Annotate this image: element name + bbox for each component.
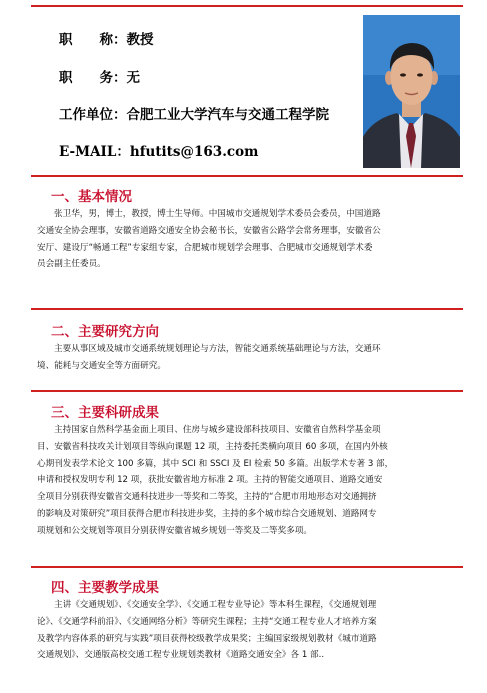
text-line: 交通规划》、交通版高校交通工程专业规划类教材《道路交通安全》各 1 部.. bbox=[37, 650, 325, 661]
email-value: hfutits@163.com bbox=[129, 144, 259, 160]
text-line: 主讲《交通规划》、《交通安全学》、《交通工程专业导论》等本科生课程，《交通规划理 bbox=[54, 600, 377, 610]
text-line: 安厅、建设厅“畅通工程”专家组专家，合肥城市规划学会理事、合肥城市交通规划学术委 bbox=[37, 242, 373, 253]
section-body bbox=[37, 422, 461, 540]
text-line: 全项目分别获得安徽省交通科技进步一等奖和二等奖，主持的“合肥市用地形态对交通拥挤 bbox=[37, 492, 377, 503]
text-line: 交通安全协会理事，安徽省道路交通安全协会秘书长，安徽省公路学会常务理事，安徽省公 bbox=[37, 225, 381, 236]
text-line: 张卫华，男，博士，教授，博士生导师。中国城市交通规划学术委员会委员，中国道路 bbox=[54, 209, 381, 219]
text-line: 心期刊发表学术论文 100 多篇，其中 SCI 和 SSCI 及 EI 检索 50 多篇。出版学术专著 3 部， bbox=[37, 458, 394, 469]
text-line: 主持国家自然科学基金面上项目、住房与城乡建设部科技项目、安徽省自然科学基金项 bbox=[54, 425, 381, 435]
unit-field bbox=[59, 103, 329, 123]
position-label: 职 务： bbox=[59, 70, 127, 86]
text-line: 的影响及对策研究”项目获得合肥市科技进步奖，主持的多个城市综合交通规划、道路网专 bbox=[37, 508, 377, 519]
title-label: 职 称： bbox=[59, 32, 127, 48]
unit-label: 工作单位： bbox=[59, 107, 127, 123]
text-line: 境、能耗与交通安全等方面研究。 bbox=[37, 360, 166, 371]
section-heading: 二、主要研究方向 bbox=[51, 324, 159, 340]
portrait-photo bbox=[363, 15, 460, 168]
position-field bbox=[59, 66, 140, 86]
section-divider bbox=[31, 308, 463, 310]
section-heading: 三、主要科研成果 bbox=[51, 405, 159, 421]
portrait-image bbox=[363, 15, 460, 168]
position-value: 无 bbox=[126, 70, 140, 86]
text-line: 项规划和公交规划等项目分别获得安徽省城乡规划一等奖及二等奖多项。 bbox=[37, 525, 313, 536]
text-line: 目、安徽省科技攻关计划项目等纵向课题 12 项，主持委托类横向项目 60 多项，在国内外核 bbox=[37, 441, 388, 452]
title-value: 教授 bbox=[126, 32, 154, 48]
section-divider bbox=[31, 566, 463, 568]
section-divider bbox=[31, 175, 463, 177]
text-line: 主要从事区域及城市交通系统规划理论与方法，智能交通系统基础理论与方法，交通环 bbox=[54, 344, 381, 354]
unit-value: 合肥工业大学汽车与交通工程学院 bbox=[126, 107, 329, 123]
section-body bbox=[37, 206, 461, 273]
section-body bbox=[37, 341, 461, 375]
title-field bbox=[59, 28, 154, 48]
section-heading: 一、基本情况 bbox=[51, 189, 132, 205]
email-field bbox=[59, 140, 258, 160]
text-line: 及教学内容体系的研究与实践”项目获得校级教学成果奖；主编国家级规划教材《城市道路 bbox=[37, 633, 377, 644]
text-line: 员会副主任委员。 bbox=[37, 259, 106, 270]
profile-header bbox=[0, 0, 487, 175]
text-line: 申请和授权发明专利 12 项，获批安徽省地方标准 2 项。主持的智能交通项目、道路交通安 bbox=[37, 475, 383, 486]
text-line: 论》、《交通学科前沿》、《交通网络分析》等研究生课程；主持“交通工程专业人才培养方案 bbox=[37, 616, 377, 627]
section-divider bbox=[31, 390, 463, 392]
section-body bbox=[37, 597, 461, 664]
email-label: E-MAIL： bbox=[59, 144, 130, 160]
section-heading: 四、主要教学成果 bbox=[51, 580, 159, 596]
